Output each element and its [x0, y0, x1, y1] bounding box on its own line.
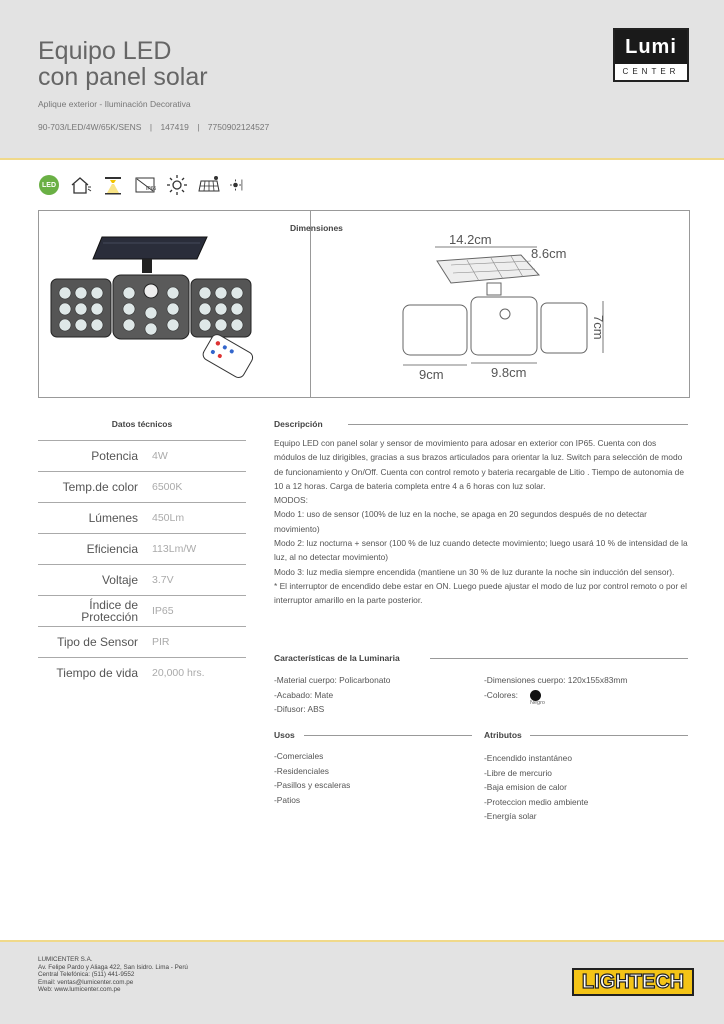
subtitle: Aplique exterior - Iluminación Decorativa	[38, 99, 191, 109]
page-title	[38, 38, 338, 90]
colors-label: -Colores:	[484, 689, 518, 700]
descripcion-body	[274, 436, 688, 608]
title-line-2: con panel solar	[38, 63, 208, 91]
row-value: 4W	[152, 450, 168, 462]
desc-paragraph: * El interruptor de encendido debe estar en ON. Luego puede ajustar el modo de luz por control remoto o por el interruptor amarillo en la parte posterior.	[274, 580, 687, 606]
footer-band	[0, 940, 724, 1024]
svg-text:IP65: IP65	[146, 186, 156, 192]
datos-tecnicos-title: Datos técnicos	[111, 419, 173, 429]
led-badge-text: LED	[39, 175, 59, 195]
product-panel	[38, 210, 690, 398]
header-band	[0, 0, 724, 160]
divider	[348, 424, 688, 425]
list-item: -Difusor: ABS	[274, 704, 325, 714]
row-value: 450Lm	[152, 512, 185, 524]
separator: |	[149, 122, 153, 132]
datos-tecnicos-table	[38, 440, 246, 688]
atributos-title: Atributos	[484, 730, 522, 740]
table-row	[38, 564, 246, 595]
table-row	[38, 502, 246, 533]
row-value: 113Lm/W	[152, 543, 197, 555]
list-item: -Material cuerpo: Policarbonato	[274, 675, 391, 685]
dim-height: 7cm	[591, 315, 606, 340]
row-label: Lúmenes	[88, 511, 138, 525]
separator: |	[197, 122, 200, 132]
ceiling-light-icon	[102, 174, 124, 196]
list-item: -Baja emision de calor	[484, 782, 567, 792]
dimensions-label: Dimensiones	[290, 223, 343, 233]
title-line-1: Equipo LED	[38, 37, 172, 65]
row-label: Potencia	[91, 449, 138, 463]
caracteristicas-left	[274, 673, 390, 717]
caracteristicas-title: Características de la Luminaria	[274, 653, 400, 663]
table-row	[38, 657, 246, 688]
sun-icon	[166, 174, 188, 196]
table-row	[38, 471, 246, 502]
product-sku: 147419	[160, 122, 189, 132]
desc-paragraph: Modo 2: luz nocturna + sensor (100 % de luz cuando detecte movimiento; luego usará 10 % de intensidad de la luz, al no detectar movimiento)	[274, 538, 688, 563]
row-value: PIR	[152, 636, 170, 648]
list-item: -Energía solar	[484, 811, 537, 821]
row-value: IP65	[152, 605, 174, 617]
table-row	[38, 440, 246, 471]
colors-row	[484, 688, 627, 703]
row-label: Voltaje	[101, 573, 138, 587]
row-value: 20,000 hrs.	[152, 667, 205, 679]
day-night-icon	[230, 174, 252, 196]
product-photo	[45, 229, 257, 389]
product-codes	[38, 122, 275, 132]
dim-depth-panel: 8.6cm	[531, 246, 567, 261]
panel-divider	[310, 211, 311, 397]
dimensions-drawing	[391, 225, 611, 385]
led-badge-icon	[38, 174, 60, 196]
dim-width-panel: 14.2cm	[449, 232, 492, 247]
footer-line: LUMICENTER S.A.	[38, 956, 93, 963]
dim-width-center: 9.8cm	[491, 365, 527, 380]
row-label: Tipo de Sensor	[57, 635, 138, 649]
logo-text-bottom: CENTER	[622, 67, 680, 76]
list-item: -Acabado: Mate	[274, 689, 334, 700]
row-label: Eficiencia	[86, 542, 138, 556]
dim-width-side: 9cm	[419, 367, 444, 382]
feature-icons	[38, 174, 252, 196]
list-item: -Comerciales	[274, 751, 324, 761]
lightech-logo	[572, 968, 694, 996]
list-item: -Patios	[274, 794, 301, 805]
atributos-list	[484, 751, 588, 824]
footer-line: Central Telefónica: (511) 441-9552	[38, 971, 135, 979]
row-value: 3.7V	[152, 574, 174, 586]
table-row	[38, 533, 246, 564]
row-label: Temp.de color	[62, 480, 138, 494]
lumicenter-logo	[613, 28, 689, 82]
desc-paragraph: Modo 3: luz media siempre encendida (mantiene un 30 % de luz durante la noche sin inducción del sensor).	[274, 566, 675, 577]
lightech-logo-text: LIGHTECH	[581, 970, 685, 993]
ip-rating-icon	[134, 174, 156, 196]
descripcion-title: Descripción	[274, 419, 323, 429]
table-row	[38, 626, 246, 657]
desc-paragraph: Modo 1: uso de sensor (100% de luz en la noche, se apaga en 20 segundos después de no detectar movimiento)	[274, 509, 647, 534]
color-name: Negro	[530, 700, 545, 706]
company-address	[38, 956, 188, 994]
usos-title: Usos	[274, 730, 295, 740]
divider	[530, 735, 688, 736]
row-label: Tiempo de vida	[56, 666, 138, 680]
row-value: 6500K	[152, 481, 183, 493]
caracteristicas-right	[484, 673, 627, 702]
divider	[304, 735, 472, 736]
list-item: -Residenciales	[274, 765, 329, 776]
list-item: -Encendido instantáneo	[484, 753, 573, 763]
product-barcode: 7750902124527	[207, 122, 270, 132]
list-item: -Proteccion medio ambiente	[484, 796, 589, 807]
desc-paragraph: MODOS:	[274, 495, 308, 506]
divider	[430, 658, 688, 659]
house-exterior-icon	[70, 174, 92, 196]
footer-line: Web: www.lumicenter.com.pe	[38, 986, 121, 994]
row-label: Índice de Protección	[81, 598, 138, 624]
list-item: -Dimensiones cuerpo: 120x155x83mm	[484, 675, 628, 685]
product-code: 90-703/LED/4W/65K/SENS	[38, 122, 142, 132]
table-row	[38, 595, 246, 626]
solar-panel-icon	[198, 174, 220, 196]
footer-line: Av. Felipe Pardo y Aliaga 422, San Isidro. Lima - Perú	[38, 963, 188, 971]
desc-paragraph: Equipo LED con panel solar y sensor de movimiento para adosar en exterior con IP65. Cuenta con dos módulos de luz dirigibles, gracias a sus brazos articulados para orientar la luz. Switch para selección de modo de funcionamiento y On/Off. Cuenta con control remoto y bateria recargable de Litio . Tiempo de autonomia de 10 a 12 horas. Carga de bateria completa entre 4 a 6 horas con luz solar.	[274, 438, 684, 491]
footer-line: Email: ventas@lumicenter.com.pe	[38, 978, 134, 986]
logo-text-top: Lumi	[615, 30, 687, 64]
usos-list	[274, 749, 350, 807]
list-item: -Pasillos y escaleras	[274, 780, 351, 790]
list-item: -Libre de mercurio	[484, 767, 552, 778]
